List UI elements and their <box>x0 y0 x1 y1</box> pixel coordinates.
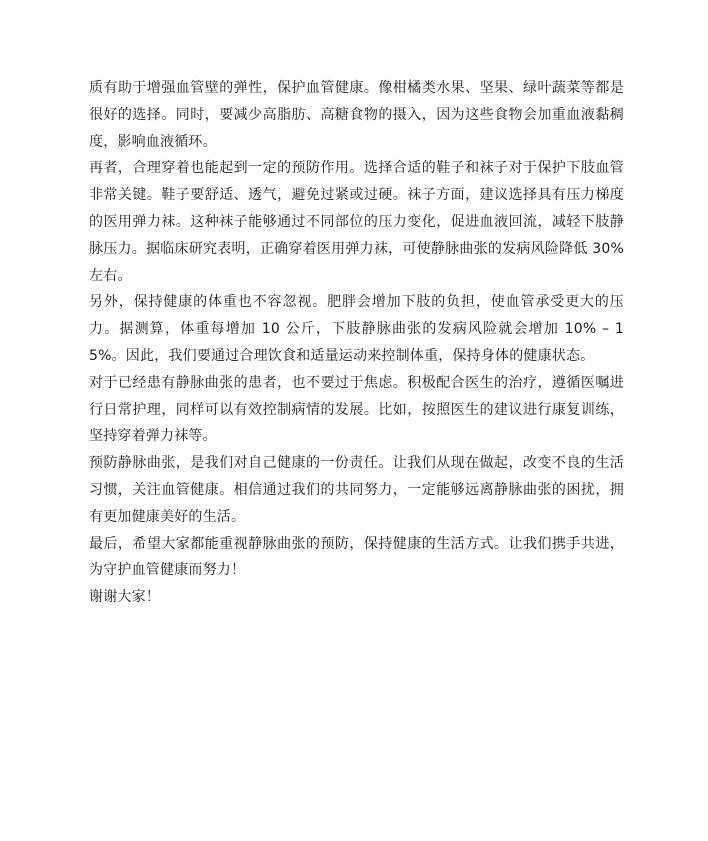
paragraph-clothing: 再者，合理穿着也能起到一定的预防作用。选择合适的鞋子和袜子对于保护下肢血管非常关键。鞋子要舒适、透气，避免过紧或过硬。袜子方面，建议选择具有压力梯度的医用弹力袜。这种袜子能够通过不同部位的压力变化，促进血液回流，减轻下肢静脉压力。据临床研究表明，正确穿着医用弹力袜，可使静脉曲张的发病风险降低 30%左右。 <box>89 160 624 284</box>
paragraph-closing: 最后，希望大家都能重视静脉曲张的预防，保持健康的生活方式。让我们携手共进，为守护血管健康而努力！ <box>89 535 624 579</box>
paragraph-weight: 另外，保持健康的体重也不容忽视。肥胖会增加下肢的负担，使血管承受更大的压力。据测算，体重每增加 10 公斤，下肢静脉曲张的发病风险就会增加 10% – 15%。因此，我们要通过合理饮食和适量运动来控制体重，保持身体的健康状态。 <box>89 294 624 364</box>
paragraph-thanks: 谢谢大家！ <box>89 589 160 606</box>
paragraph-patients: 对于已经患有静脉曲张的患者，也不要过于焦虑。积极配合医生的治疗，遵循医嘱进行日常护理，同样可以有效控制病情的发展。比如，按照医生的建议进行康复训练，坚持穿着弹力袜等。 <box>89 374 624 445</box>
paragraph-diet: 质有助于增强血管壁的弹性，保护血管健康。像柑橘类水果、坚果、绿叶蔬菜等都是很好的选择。同时，要减少高脂肪、高糖食物的摄入，因为这些食物会加重血液黏稠度，影响血液循环。 <box>89 80 624 150</box>
paragraph-responsibility: 预防静脉曲张，是我们对自己健康的一份责任。让我们从现在做起，改变不良的生活习惯，关注血管健康。相信通过我们的共同努力，一定能够远离静脉曲张的困扰，拥有更加健康美好的生活。 <box>89 455 624 525</box>
document-body <box>89 75 624 611</box>
